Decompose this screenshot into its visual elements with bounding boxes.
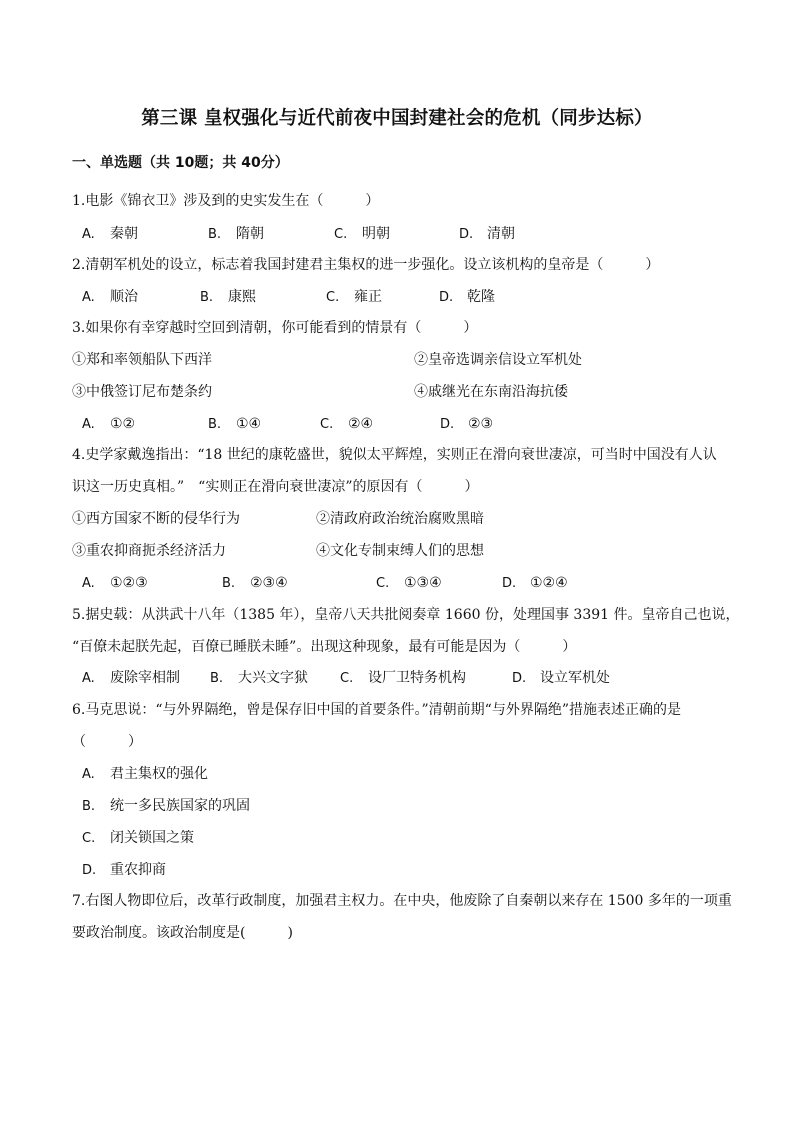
page-title: 第三课 皇权强化与近代前夜中国封建社会的危机（同步达标） (141, 108, 653, 129)
question-3-option-a[interactable]: A. ①② (82, 416, 136, 432)
question-4-stem-line-2: 识这一历史真相。” “实则正在滑向衰世凄凉”的原因有（ ） (72, 479, 479, 495)
question-7-stem-line-1: 7.右图人物即位后，改革行政制度，加强君主权力。在中央，他废除了自秦朝以来存在 1500 多年的一项重 (72, 893, 732, 909)
question-5-option-d[interactable]: D. 设立军机处 (512, 670, 610, 686)
question-1-option-c[interactable]: C. 明朝 (334, 226, 390, 242)
question-4-statement-4: ④文化专制束缚人们的思想 (316, 543, 484, 559)
question-4-statement-3: ③重农抑商扼杀经济活力 (72, 543, 226, 559)
question-3-statement-1: ①郑和率领船队下西洋 (72, 352, 212, 368)
question-5-option-b[interactable]: B. 大兴文字狱 (210, 670, 308, 686)
question-3-stem: 3.如果你有幸穿越时空回到清朝，你可能看到的情景有（ ） (72, 320, 478, 336)
question-3-statement-3: ③中俄签订尼布楚条约 (72, 384, 212, 400)
question-3-statement-2: ②皇帝选调亲信设立军机处 (414, 352, 582, 368)
question-4-option-a[interactable]: A. ①②③ (82, 575, 148, 591)
question-1-option-d[interactable]: D. 清朝 (459, 226, 515, 242)
question-1-option-b[interactable]: B. 隋朝 (208, 226, 264, 242)
question-3-option-b[interactable]: B. ①④ (208, 416, 262, 432)
question-2-option-b[interactable]: B. 康熙 (200, 289, 256, 305)
question-2-option-a[interactable]: A. 顺治 (82, 289, 138, 305)
question-4-option-c[interactable]: C. ①③④ (376, 575, 442, 591)
question-1-option-a[interactable]: A. 秦朝 (82, 226, 138, 242)
question-3-option-c[interactable]: C. ②④ (320, 416, 374, 432)
question-4-option-d[interactable]: D. ①②④ (502, 575, 568, 591)
question-6-option-d[interactable]: D. 重农抑商 (82, 862, 166, 878)
question-2-option-c[interactable]: C. 雍正 (326, 289, 382, 305)
question-6-stem-line-2: （ ） (72, 734, 142, 750)
question-6-option-b[interactable]: B. 统一多民族国家的巩固 (82, 798, 250, 814)
question-6-option-a[interactable]: A. 君主集权的强化 (82, 766, 208, 782)
question-5-stem-line-2: “百僚未起朕先起，百僚已睡朕未睡”。出现这种现象，最有可能是因为（ ） (72, 639, 577, 655)
question-4-statement-2: ②清政府政治统治腐败黑暗 (316, 511, 484, 527)
question-4-statement-1: ①西方国家不断的侵华行为 (72, 511, 240, 527)
question-1-stem: 1.电影《锦衣卫》涉及到的史实发生在（ ） (72, 193, 380, 209)
question-5-option-a[interactable]: A. 废除宰相制 (82, 670, 180, 686)
question-2-stem: 2.清朝军机处的设立，标志着我国封建君主集权的进一步强化。设立该机构的皇帝是（ ） (72, 257, 660, 273)
question-7-stem-line-2: 要政治制度。该政治制度是( ) (72, 925, 293, 941)
question-6-stem-line-1: 6.马克思说：“与外界隔绝，曾是保存旧中国的首要条件。”清朝前期“与外界隔绝”措施表述正确的是 (72, 702, 681, 718)
question-5-option-c[interactable]: C. 设厂卫特务机构 (340, 670, 466, 686)
question-5-stem-line-1: 5.据史载：从洪武十八年（1385 年），皇帝八天共批阅奏章 1660 份，处理国事 3391 件。皇帝自己也说， (72, 607, 740, 623)
question-2-option-d[interactable]: D. 乾隆 (439, 289, 495, 305)
question-3-option-d[interactable]: D. ②③ (440, 416, 494, 432)
question-6-option-c[interactable]: C. 闭关锁国之策 (82, 830, 194, 846)
question-4-stem-line-1: 4.史学家戴逸指出：“18 世纪的康乾盛世，貌似太平辉煌，实则正在滑向衰世凄凉，可当时中国没有人认 (72, 447, 717, 463)
question-4-option-b[interactable]: B. ②③④ (222, 575, 288, 591)
question-3-statement-4: ④戚继光在东南沿海抗倭 (414, 384, 568, 400)
section-heading: 一、单选题（共 10题；共 40分） (72, 155, 289, 171)
